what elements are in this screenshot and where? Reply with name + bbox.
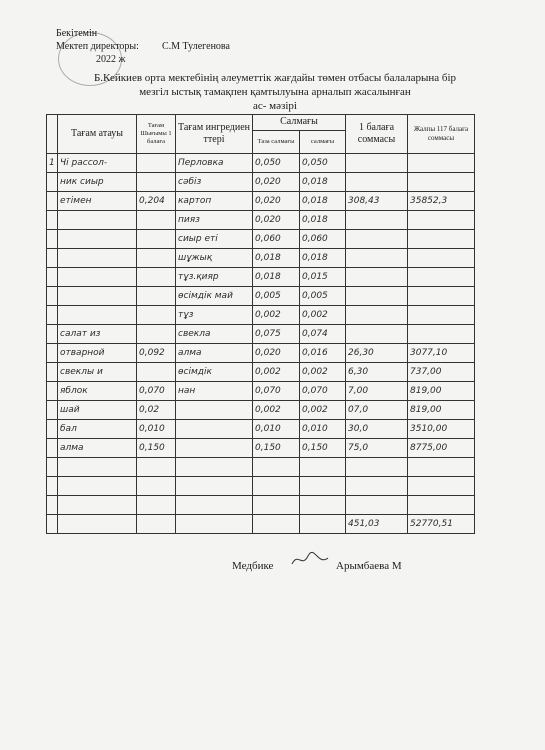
gross-weight-cell: 0,016 bbox=[300, 344, 346, 363]
ingredient-cell: пияз bbox=[176, 211, 253, 230]
gross-weight-cell: 0,002 bbox=[300, 363, 346, 382]
document-title-line3: ас- мәзірі bbox=[253, 100, 297, 112]
dish-name-cell bbox=[58, 211, 137, 230]
gross-weight-cell: 0,018 bbox=[300, 211, 346, 230]
per-child-sum-cell: 451,03 bbox=[346, 515, 408, 534]
net-weight-cell: 0,070 bbox=[253, 382, 300, 401]
ingredient-cell: картоп bbox=[176, 192, 253, 211]
ingredient-cell bbox=[176, 477, 253, 496]
net-weight-cell: 0,150 bbox=[253, 439, 300, 458]
total-sum-cell bbox=[408, 306, 475, 325]
ingredient-cell: сәбіз bbox=[176, 173, 253, 192]
per-child-sum-cell bbox=[346, 325, 408, 344]
per-child-sum-cell bbox=[346, 211, 408, 230]
header-ingredients: Тағам ингредиен ттері bbox=[176, 115, 253, 154]
row-number-cell: 1 bbox=[47, 154, 58, 173]
net-weight-cell: 0,020 bbox=[253, 173, 300, 192]
ingredient-cell: Перловка bbox=[176, 154, 253, 173]
header-dish-name: Тағам атауы bbox=[58, 115, 137, 154]
per-child-sum-cell bbox=[346, 230, 408, 249]
dish-name-cell: яблок bbox=[58, 382, 137, 401]
row-number-cell bbox=[47, 192, 58, 211]
table-row bbox=[47, 458, 475, 477]
total-sum-cell: 737,00 bbox=[408, 363, 475, 382]
gross-weight-cell bbox=[300, 496, 346, 515]
dish-yield-cell: 0,092 bbox=[137, 344, 176, 363]
dish-yield-cell: 0,02 bbox=[137, 401, 176, 420]
per-child-sum-cell bbox=[346, 249, 408, 268]
dish-name-cell bbox=[58, 230, 137, 249]
row-number-cell bbox=[47, 344, 58, 363]
ingredient-cell bbox=[176, 458, 253, 477]
total-sum-cell bbox=[408, 154, 475, 173]
dish-name-cell bbox=[58, 515, 137, 534]
row-number-cell bbox=[47, 496, 58, 515]
per-child-sum-cell: 26,30 bbox=[346, 344, 408, 363]
table-row bbox=[47, 192, 475, 211]
table-row bbox=[47, 477, 475, 496]
gross-weight-cell: 0,002 bbox=[300, 401, 346, 420]
per-child-sum-cell bbox=[346, 477, 408, 496]
per-child-sum-cell bbox=[346, 268, 408, 287]
dish-yield-cell bbox=[137, 268, 176, 287]
per-child-sum-cell bbox=[346, 287, 408, 306]
per-child-sum-cell bbox=[346, 154, 408, 173]
header-weight: Салмағы bbox=[253, 115, 346, 131]
net-weight-cell bbox=[253, 458, 300, 477]
header-yield: Тағам Шығымы 1 балаға bbox=[137, 115, 176, 154]
gross-weight-cell: 0,018 bbox=[300, 192, 346, 211]
per-child-sum-cell: 6,30 bbox=[346, 363, 408, 382]
row-number-cell bbox=[47, 230, 58, 249]
menu-table bbox=[46, 114, 475, 534]
dish-yield-cell bbox=[137, 458, 176, 477]
nurse-label: Медбике bbox=[232, 560, 274, 572]
director-name: С.М Тулегенова bbox=[162, 41, 230, 52]
table-row bbox=[47, 173, 475, 192]
ingredient-cell: өсімдік май bbox=[176, 287, 253, 306]
net-weight-cell: 0,018 bbox=[253, 249, 300, 268]
dish-yield-cell bbox=[137, 173, 176, 192]
net-weight-cell: 0,002 bbox=[253, 401, 300, 420]
nurse-name: Арымбаева М bbox=[336, 560, 402, 572]
total-sum-cell bbox=[408, 287, 475, 306]
dish-name-cell bbox=[58, 268, 137, 287]
approved-label: Бекітемін bbox=[56, 28, 98, 39]
net-weight-cell: 0,020 bbox=[253, 344, 300, 363]
dish-name-cell: етімен bbox=[58, 192, 137, 211]
per-child-sum-cell: 75,0 bbox=[346, 439, 408, 458]
dish-yield-cell bbox=[137, 287, 176, 306]
dish-name-cell bbox=[58, 496, 137, 515]
total-sum-cell: 819,00 bbox=[408, 401, 475, 420]
per-child-sum-cell bbox=[346, 458, 408, 477]
ingredient-cell: шұжық bbox=[176, 249, 253, 268]
table-row bbox=[47, 344, 475, 363]
net-weight-cell bbox=[253, 515, 300, 534]
ingredient-cell: сиыр еті bbox=[176, 230, 253, 249]
per-child-sum-cell: 7,00 bbox=[346, 382, 408, 401]
net-weight-cell: 0,020 bbox=[253, 192, 300, 211]
ingredient-cell bbox=[176, 496, 253, 515]
dish-yield-cell: 0,204 bbox=[137, 192, 176, 211]
ingredient-cell: тұз bbox=[176, 306, 253, 325]
dish-name-cell bbox=[58, 249, 137, 268]
row-number-cell bbox=[47, 439, 58, 458]
row-number-cell bbox=[47, 249, 58, 268]
gross-weight-cell: 0,050 bbox=[300, 154, 346, 173]
gross-weight-cell: 0,015 bbox=[300, 268, 346, 287]
row-number-cell bbox=[47, 458, 58, 477]
document-title-line2: мезгіл ыстық тамақпен қамтылуына арналып жасалынған bbox=[139, 86, 411, 98]
dish-name-cell: бал bbox=[58, 420, 137, 439]
menu-table-body bbox=[47, 154, 475, 534]
row-number-cell bbox=[47, 401, 58, 420]
row-number-cell bbox=[47, 173, 58, 192]
row-number-cell bbox=[47, 382, 58, 401]
dish-yield-cell bbox=[137, 515, 176, 534]
header-per-child-sum: 1 балаға соммасы bbox=[346, 115, 408, 154]
ingredient-cell: нан bbox=[176, 382, 253, 401]
per-child-sum-cell bbox=[346, 496, 408, 515]
table-row bbox=[47, 325, 475, 344]
dish-name-cell bbox=[58, 287, 137, 306]
table-row bbox=[47, 363, 475, 382]
ingredient-cell: өсімдік bbox=[176, 363, 253, 382]
ingredient-cell bbox=[176, 401, 253, 420]
gross-weight-cell: 0,002 bbox=[300, 306, 346, 325]
per-child-sum-cell bbox=[346, 306, 408, 325]
table-row bbox=[47, 306, 475, 325]
ingredient-cell: свекла bbox=[176, 325, 253, 344]
gross-weight-cell bbox=[300, 515, 346, 534]
gross-weight-cell bbox=[300, 458, 346, 477]
gross-weight-cell: 0,018 bbox=[300, 249, 346, 268]
total-sum-cell bbox=[408, 211, 475, 230]
total-sum-cell: 819,00 bbox=[408, 382, 475, 401]
total-sum-cell bbox=[408, 496, 475, 515]
total-sum-cell bbox=[408, 173, 475, 192]
per-child-sum-cell bbox=[346, 173, 408, 192]
ingredient-cell: тұз.қияр bbox=[176, 268, 253, 287]
dish-name-cell: отварной bbox=[58, 344, 137, 363]
row-number-cell bbox=[47, 477, 58, 496]
dish-name-cell bbox=[58, 458, 137, 477]
row-number-cell bbox=[47, 287, 58, 306]
total-sum-cell bbox=[408, 249, 475, 268]
approval-date: 2022 ж bbox=[96, 54, 126, 65]
net-weight-cell: 0,010 bbox=[253, 420, 300, 439]
total-sum-cell: 3077,10 bbox=[408, 344, 475, 363]
table-row bbox=[47, 439, 475, 458]
net-weight-cell bbox=[253, 496, 300, 515]
total-sum-cell bbox=[408, 325, 475, 344]
dish-yield-cell: 0,070 bbox=[137, 382, 176, 401]
gross-weight-cell: 0,070 bbox=[300, 382, 346, 401]
row-number-cell bbox=[47, 211, 58, 230]
dish-yield-cell bbox=[137, 249, 176, 268]
dish-yield-cell bbox=[137, 306, 176, 325]
net-weight-cell bbox=[253, 477, 300, 496]
gross-weight-cell: 0,010 bbox=[300, 420, 346, 439]
total-sum-cell bbox=[408, 458, 475, 477]
dish-yield-cell bbox=[137, 363, 176, 382]
director-label: Мектеп директоры: bbox=[56, 41, 139, 52]
net-weight-cell: 0,002 bbox=[253, 363, 300, 382]
total-sum-cell: 3510,00 bbox=[408, 420, 475, 439]
dish-name-cell: ник сиыр bbox=[58, 173, 137, 192]
table-row bbox=[47, 287, 475, 306]
total-sum-cell: 35852,3 bbox=[408, 192, 475, 211]
dish-yield-cell: 0,010 bbox=[137, 420, 176, 439]
ingredient-cell bbox=[176, 515, 253, 534]
net-weight-cell: 0,002 bbox=[253, 306, 300, 325]
net-weight-cell: 0,060 bbox=[253, 230, 300, 249]
document-title-line1: Б.Кейкиев орта мектебінің әлеуметтік жағдайы төмен отбасы балаларына бір bbox=[93, 72, 457, 84]
gross-weight-cell: 0,150 bbox=[300, 439, 346, 458]
total-sum-cell: 52770,51 bbox=[408, 515, 475, 534]
total-sum-cell bbox=[408, 268, 475, 287]
gross-weight-cell bbox=[300, 477, 346, 496]
per-child-sum-cell: 30,0 bbox=[346, 420, 408, 439]
table-row bbox=[47, 154, 475, 173]
gross-weight-cell: 0,060 bbox=[300, 230, 346, 249]
per-child-sum-cell: 308,43 bbox=[346, 192, 408, 211]
table-row bbox=[47, 230, 475, 249]
gross-weight-cell: 0,018 bbox=[300, 173, 346, 192]
net-weight-cell: 0,018 bbox=[253, 268, 300, 287]
total-sum-cell bbox=[408, 230, 475, 249]
header-number bbox=[47, 115, 58, 154]
table-row bbox=[47, 420, 475, 439]
dish-yield-cell bbox=[137, 230, 176, 249]
row-number-cell bbox=[47, 420, 58, 439]
nurse-signature bbox=[290, 550, 330, 570]
dish-name-cell: Чі рассол- bbox=[58, 154, 137, 173]
table-row bbox=[47, 268, 475, 287]
gross-weight-cell: 0,005 bbox=[300, 287, 346, 306]
dish-name-cell: шай bbox=[58, 401, 137, 420]
table-row bbox=[47, 249, 475, 268]
table-row bbox=[47, 515, 475, 534]
dish-name-cell bbox=[58, 306, 137, 325]
dish-name-cell: свеклы и bbox=[58, 363, 137, 382]
dish-yield-cell bbox=[137, 325, 176, 344]
dish-yield-cell: 0,150 bbox=[137, 439, 176, 458]
header-gross-weight: салмағы bbox=[300, 131, 346, 154]
row-number-cell bbox=[47, 268, 58, 287]
ingredient-cell: алма bbox=[176, 344, 253, 363]
dish-yield-cell bbox=[137, 154, 176, 173]
dish-name-cell bbox=[58, 477, 137, 496]
net-weight-cell: 0,075 bbox=[253, 325, 300, 344]
row-number-cell bbox=[47, 363, 58, 382]
table-row bbox=[47, 496, 475, 515]
dish-name-cell: алма bbox=[58, 439, 137, 458]
total-sum-cell: 8775,00 bbox=[408, 439, 475, 458]
dish-name-cell: салат из bbox=[58, 325, 137, 344]
table-row bbox=[47, 211, 475, 230]
header-total-sum: Жалпы 117 балаға соммасы bbox=[408, 115, 475, 154]
per-child-sum-cell: 07,0 bbox=[346, 401, 408, 420]
dish-yield-cell bbox=[137, 496, 176, 515]
header-net-weight: Таза салмағы bbox=[253, 131, 300, 154]
ingredient-cell bbox=[176, 420, 253, 439]
net-weight-cell: 0,020 bbox=[253, 211, 300, 230]
table-row bbox=[47, 401, 475, 420]
row-number-cell bbox=[47, 325, 58, 344]
net-weight-cell: 0,050 bbox=[253, 154, 300, 173]
net-weight-cell: 0,005 bbox=[253, 287, 300, 306]
row-number-cell bbox=[47, 515, 58, 534]
total-sum-cell bbox=[408, 477, 475, 496]
row-number-cell bbox=[47, 306, 58, 325]
ingredient-cell bbox=[176, 439, 253, 458]
gross-weight-cell: 0,074 bbox=[300, 325, 346, 344]
table-row bbox=[47, 382, 475, 401]
dish-yield-cell bbox=[137, 477, 176, 496]
dish-yield-cell bbox=[137, 211, 176, 230]
